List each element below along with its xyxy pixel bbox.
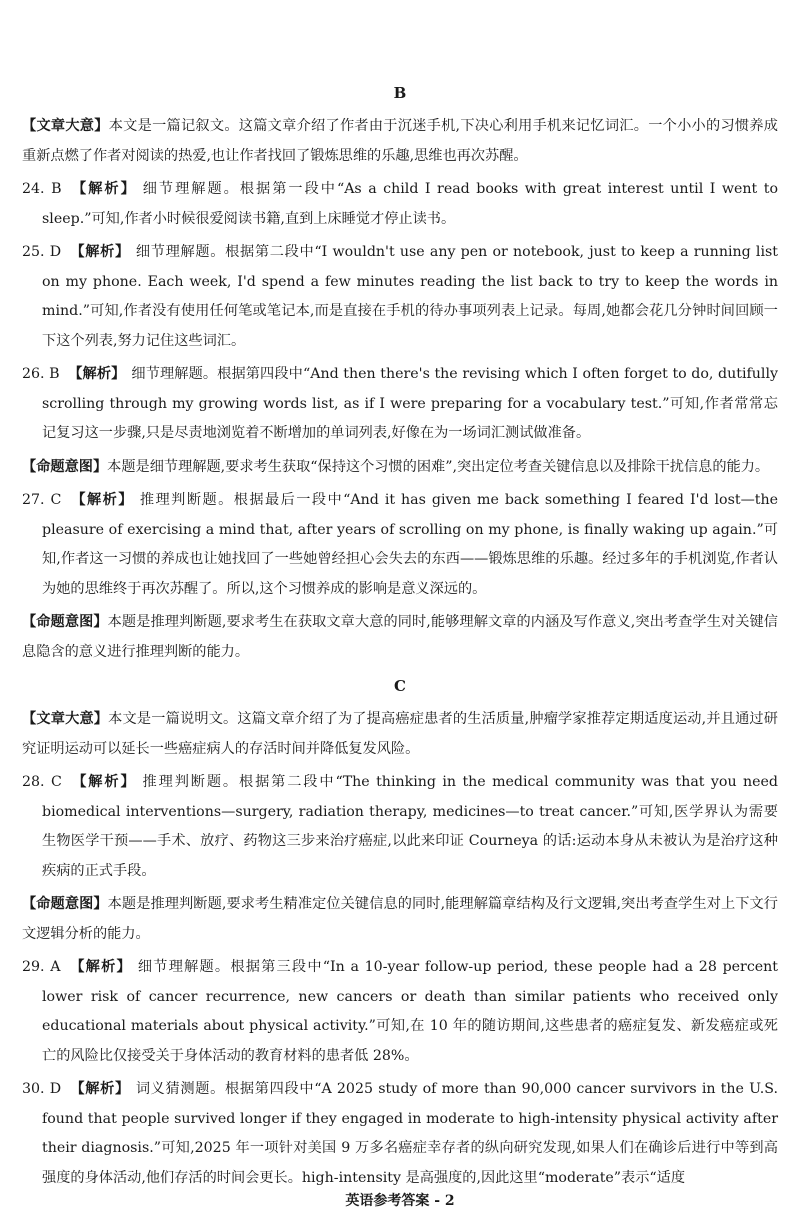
answer-number: 25. D bbox=[22, 244, 62, 260]
summary-tag: 【文章大意】 bbox=[22, 711, 109, 727]
intent-text: 本题是推理判断题,要求考生在获取文章大意的同时,能够理解文章的内涵及写作意义,突出考查学生对关键信息隐含的意义进行推理判断的能力。 bbox=[22, 614, 778, 660]
analysis-tag: 【解析】 bbox=[70, 959, 132, 975]
intent-tag: 【命题意图】 bbox=[22, 614, 108, 630]
answer-number: 27. C bbox=[22, 492, 62, 508]
analysis-tag: 【解析】 bbox=[72, 774, 137, 790]
section-c-title: C bbox=[394, 677, 406, 695]
answer-item-26 bbox=[22, 360, 778, 449]
answer-item-30 bbox=[22, 1075, 778, 1193]
answer-number: 24. B bbox=[22, 181, 62, 197]
answer-number: 26. B bbox=[22, 366, 60, 382]
analysis-text: 推理判断题。根据第二段中“The thinking in the medical community was that you need biomedical interventions—surgery, radiation therapy, medicines—to treat cancer.”可知,医学界认为需要生物医学干预——手术、放疗、药物这三步来治疗癌症,以此来印证 Courneya 的话:运动本身从未被认为是治疗这种疾病的正式手段。 bbox=[42, 774, 778, 879]
answer-item-27 bbox=[22, 486, 778, 604]
intent-tag: 【命题意图】 bbox=[22, 458, 108, 475]
question-intent-28 bbox=[22, 890, 778, 949]
answer-item-29 bbox=[22, 953, 778, 1071]
question-intent-27 bbox=[22, 608, 778, 667]
analysis-tag: 【解析】 bbox=[68, 366, 126, 382]
summary-text: 本文是一篇说明文。这篇文章介绍了为了提高癌症患者的生活质量,肿瘤学家推荐定期适度运动,并且通过研究证明运动可以延长一些癌症病人的存活时间并降低复发风险。 bbox=[22, 711, 778, 757]
answer-number: 28. C bbox=[22, 774, 62, 790]
page-footer: 英语参考答案 - 2 bbox=[345, 1193, 455, 1209]
answer-number: 30. D bbox=[22, 1081, 62, 1097]
analysis-text: 词义猜测题。根据第四段中“A 2025 study of more than 90,000 cancer survivors in the U.S. found that people survived longer if they engaged in moderate to high-intensity physical activity after their diagnosis.”可知,2025 年一项针对美国 9 万多名癌症幸存者的纵向研究发现,如果人们在确诊后进行中等到高强度的身体活动,他们存活的时间会更长。high-intensity 是高强度的,因此这里“moderate”表示“适度 bbox=[42, 1081, 778, 1186]
section-b-summary bbox=[22, 112, 778, 171]
section-b-title: B bbox=[393, 84, 407, 102]
summary-text: 本文是一篇记叙文。这篇文章介绍了作者由于沉迷手机,下决心利用手机来记忆词汇。一个小小的习惯养成重新点燃了作者对阅读的热爱,也让作者找回了锻炼思维的乐趣,思维也再次苏醒。 bbox=[22, 118, 778, 164]
summary-tag: 【文章大意】 bbox=[22, 118, 109, 134]
answer-number: 29. A bbox=[22, 959, 61, 975]
intent-text: 本题是细节理解题,要求考生获取“保持这个习惯的困难”,突出定位考查关键信息以及排除干扰信息的能力。 bbox=[107, 458, 770, 475]
answer-item-25 bbox=[22, 238, 778, 356]
intent-text: 本题是推理判断题,要求考生精准定位关键信息的同时,能理解篇章结构及行文逻辑,突出考查学生对上下文行文逻辑分析的能力。 bbox=[22, 896, 778, 942]
answer-item-24 bbox=[22, 175, 778, 234]
analysis-tag: 【解析】 bbox=[72, 181, 137, 197]
analysis-text: 推理判断题。根据最后一段中“And it has given me back something I feared I'd lost—the pleasure of exercising a mind that, after years of scrolling on my phone, is finally waking up again.”可知,作者这一习惯的养成也让她找回了一些她曾经担心会失去的东西——锻炼思维的乐趣。经过多年的手机浏览,作者认为她的思维终于再次苏醒了。所以,这个习惯养成的影响是意义深远的。 bbox=[42, 492, 778, 597]
section-c-summary bbox=[22, 705, 778, 764]
analysis-tag: 【解析】 bbox=[71, 492, 134, 508]
analysis-text: 细节理解题。根据第二段中“I wouldn't use any pen or notebook, just to keep a running list on my phone. Each week, I'd spend a few minutes reading the list back to try to keep the words in mind.”可知,作者没有使用任何笔或笔记本,而是直接在手机的待办事项列表上记录。每周,她都会花几分钟时间回顾一下这个列表,努力记住这些词汇。 bbox=[42, 244, 778, 349]
question-intent-26 bbox=[22, 453, 778, 483]
analysis-text: 细节理解题。根据第三段中“In a 10-year follow-up period, these people had a 28 percent lower risk of cancer recurrence, new cancers or death than similar patients who received only educational materials about physical activity.”可知,在 10 年的随访期间,这些患者的癌症复发、新发癌症或死亡的风险比仅接受关于身体活动的教育材料的患者低 28%。 bbox=[42, 959, 779, 1064]
analysis-tag: 【解析】 bbox=[70, 244, 130, 260]
intent-tag: 【命题意图】 bbox=[22, 896, 108, 912]
analysis-text: 细节理解题。根据第一段中“As a child I read books with great interest until I went to sleep.”可知,作者小时候很爱阅读书籍,直到上床睡觉才停止读书。 bbox=[42, 181, 778, 227]
answer-item-28 bbox=[22, 768, 778, 886]
analysis-text: 细节理解题。根据第四段中“And then there's the revising which I often forget to do, dutifully scrolling through my growing words list, as if I were preparing for a vocabulary test.”可知,作者常常忘记复习这一步骤,只是尽责地浏览着不断增加的单词列表,好像在为一场词汇测试做准备。 bbox=[42, 366, 778, 441]
analysis-tag: 【解析】 bbox=[70, 1081, 130, 1097]
